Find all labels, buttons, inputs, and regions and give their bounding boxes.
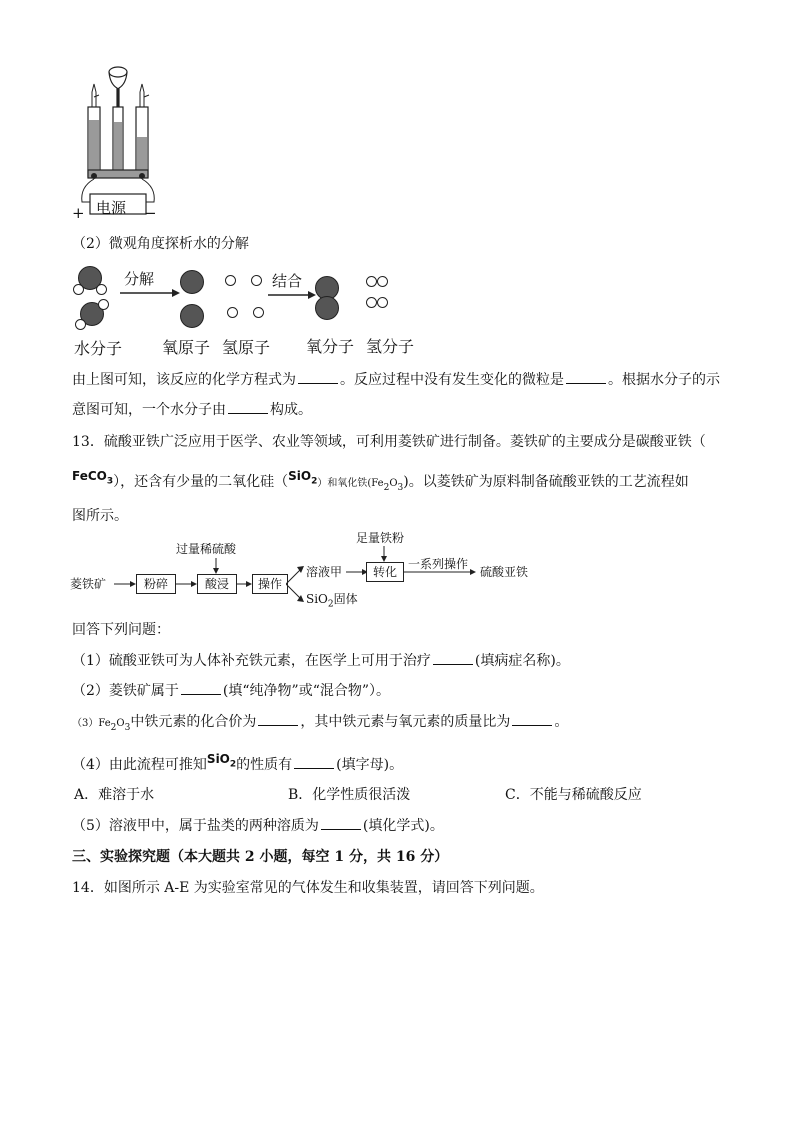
flow-arrow xyxy=(404,567,476,577)
flow-arrow xyxy=(236,579,252,589)
answer-blank[interactable] xyxy=(298,369,338,384)
q13-part2: （2）菱铁矿属于 (填“纯净物”或“混合物”）。 xyxy=(72,680,390,701)
flow-box-acid-leach: 酸浸 xyxy=(197,574,237,594)
flow-box-operation: 操作 xyxy=(252,574,288,594)
hydrogen-atom xyxy=(225,275,236,286)
answer-blank[interactable] xyxy=(566,369,606,384)
hydrogen-atom xyxy=(253,307,264,318)
q13-part5: （5）溶液甲中，属于盐类的两种溶质为 (填化学式)。 xyxy=(72,815,444,836)
flow-arrow xyxy=(114,579,136,589)
flow-arrow xyxy=(346,567,368,577)
answer-blank[interactable] xyxy=(512,711,552,726)
feco3-formula: FeCO xyxy=(72,469,107,483)
flow-solid-residue: SiO$_2$固体 xyxy=(306,592,358,610)
answer-blank[interactable] xyxy=(433,650,473,665)
flow-acid-label: 过量稀硫酸 xyxy=(176,542,237,556)
decompose-arrow xyxy=(120,288,180,298)
option-a[interactable]: A．难溶于水 xyxy=(74,787,155,803)
q13-intro-line1: 13．硫酸亚铁广泛应用于医学、农业等领域，可利用菱铁矿进行制备。菱铁矿的主要成分是碳酸亚铁（ xyxy=(72,434,706,450)
answer-blank[interactable] xyxy=(181,680,221,695)
q14-intro: 14．如图所示 A-E 为实验室常见的气体发生和收集装置，请回答下列问题。 xyxy=(72,880,544,896)
flow-branch-arrows xyxy=(286,562,304,606)
q12-line2: 意图可知，一个水分子由 构成。 xyxy=(72,399,312,420)
option-c[interactable]: C．不能与稀硫酸反应 xyxy=(505,787,642,803)
flow-ops-label: 一系列操作 xyxy=(408,557,469,571)
answer-blank[interactable] xyxy=(294,754,334,769)
combine-arrow xyxy=(268,290,316,300)
q13-part3: $(3)Fe_2O_3$中铁元素的化合价为 ，其中铁元素与氧元素的质量比为 。 xyxy=(72,711,568,738)
answer-prompt: 回答下列问题： xyxy=(72,622,170,638)
hydrogen-atom xyxy=(96,284,107,295)
negative-terminal-sign: − xyxy=(144,204,157,222)
hydrogen-atom xyxy=(75,319,86,330)
flow-iron-label: 足量铁粉 xyxy=(356,531,405,545)
oxygen-atom xyxy=(315,296,339,320)
label-hydrogen-atom: 氢原子 xyxy=(222,338,271,357)
flow-arrow xyxy=(211,558,221,574)
label-oxygen-molecule: 氧分子 xyxy=(306,337,355,356)
label-hydrogen-molecule: 氢分子 xyxy=(366,337,415,356)
q12-part2-heading: （2）微观角度探析水的分解 xyxy=(72,236,249,252)
hydrogen-atom xyxy=(98,299,109,310)
hydrogen-atom xyxy=(366,276,377,287)
oxygen-atom xyxy=(180,270,204,294)
answer-blank[interactable] xyxy=(228,399,268,414)
q13-part1: （1）硫酸亚铁可为人体补充铁元素，在医学上可用于治疗 (填病症名称)。 xyxy=(72,650,570,671)
power-source-label: 电源 xyxy=(96,199,127,217)
q12-line1: 由上图可知，该反应的化学方程式为 。反应过程中没有发生变化的微粒是 。根据水分子的示 xyxy=(72,369,720,390)
hydrogen-atom xyxy=(377,276,388,287)
q13-part4: （4）由此流程可推知SiO$_2$的性质有 (填字母)。 xyxy=(72,752,404,773)
flow-raw-material: 菱铁矿 xyxy=(70,577,107,591)
q13-intro-line2: FeCO$_3$），还含有少量的二氧化硅（SiO$_2$）和氧化铁$(Fe_2O_3)$。以菱铁矿为原料制备硫酸亚铁的工艺流程如 xyxy=(72,469,689,493)
section-heading-experiments: 三、实验探究题（本大题共 2 小题，每空 1 分，共 16 分） xyxy=(72,849,449,865)
q13-intro-line3: 图所示。 xyxy=(72,508,128,524)
option-b[interactable]: B．化学性质很活泼 xyxy=(288,787,411,803)
flow-product: 硫酸亚铁 xyxy=(480,565,529,579)
decompose-arrow-label: 分解 xyxy=(124,270,155,288)
flow-filtrate-a: 溶液甲 xyxy=(306,565,343,579)
flow-box-convert: 转化 xyxy=(366,562,404,582)
hydrogen-atom xyxy=(73,284,84,295)
positive-terminal-sign: + xyxy=(72,204,85,222)
flow-box-crush: 粉碎 xyxy=(136,574,176,594)
hydrogen-atom xyxy=(251,275,262,286)
flow-arrow xyxy=(175,579,197,589)
sio2-formula: SiO xyxy=(288,469,312,483)
oxygen-atom xyxy=(180,304,204,328)
hydrogen-atom xyxy=(366,297,377,308)
label-water-molecule: 水分子 xyxy=(74,339,123,358)
combine-arrow-label: 结合 xyxy=(272,272,303,290)
hydrogen-atom xyxy=(377,297,388,308)
flow-arrow xyxy=(379,546,389,562)
process-flowchart xyxy=(70,530,550,610)
answer-blank[interactable] xyxy=(258,711,298,726)
label-oxygen-atom: 氧原子 xyxy=(162,338,211,357)
hydrogen-atom xyxy=(227,307,238,318)
answer-blank[interactable] xyxy=(321,815,361,830)
